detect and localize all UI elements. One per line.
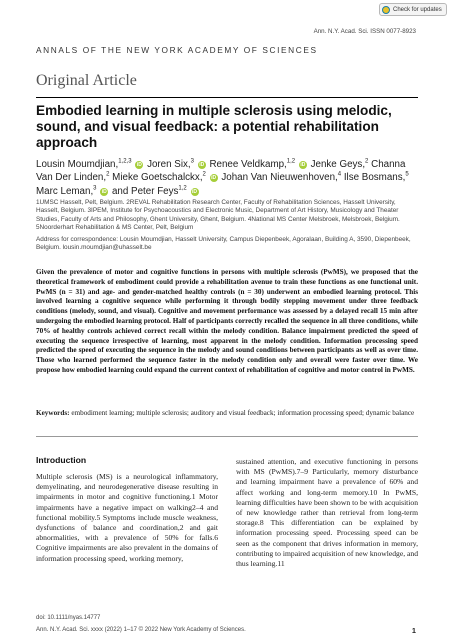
author-name-text: Channa Van Der Linden, (36, 159, 406, 184)
orcid-icon[interactable]: iD (300, 162, 306, 168)
author-affiliation-marker: 1,2 (286, 158, 296, 165)
author-name-text: Johan Van Nieuwenhoven, (221, 172, 338, 184)
header-rule (36, 97, 418, 98)
author-affiliation-marker: 3 (93, 185, 97, 192)
author-affiliation-marker: 1,2 (178, 185, 187, 192)
check-for-updates-button[interactable] (379, 3, 447, 16)
author-name-text: Ilse Bosmans, (343, 172, 406, 184)
author-affiliation-marker: 2 (365, 158, 369, 165)
author-name (112, 172, 218, 183)
keywords (36, 409, 418, 418)
author-name-text: Mieke Goetschalckx, (112, 172, 203, 184)
orcid-icon[interactable]: iD (136, 162, 142, 168)
author-name (147, 159, 207, 170)
author-name-text: Lousin Moumdjian, (36, 159, 119, 170)
crossmark-icon (382, 6, 390, 14)
affiliations: 1UMSC Hasselt, Pelt, Belgium. 2REVAL Rehabilitation Research Center, Faculty of Rehabilitation Sciences, Hasselt University, Hasselt, Belgium. 3IPEM, Institute for Psychoacoustics and Electronic Music, Department of Art History, Musicology and Theater Studies, Faculty of Arts and Philosophy, Ghent University, Ghent, Belgium. 4National MS Center Melsbroek, Melsbroek, Belgium. 5Noorderhart Rehabilitation & MS Center, Pelt, Belgium (36, 199, 400, 232)
correspondence: Address for correspondence: Lousin Moumdjian, Hasselt University, Campus Diepenbeek, Agoralaan, Building A, 3590, Diepenbeek, Belgium. lousin.moumdjian@uhasselt.be (36, 236, 411, 252)
doi[interactable]: doi: 10.1111/nyas.14777 (36, 615, 101, 621)
keywords-label: Keywords: (36, 409, 70, 417)
keywords-text: embodiment learning; multiple sclerosis; auditory and visual feedback; information processing speed; dynamic balance (71, 409, 415, 417)
section-divider (36, 436, 418, 437)
page-number: 1 (411, 626, 416, 635)
journal-citation: Ann. N.Y. Acad. Sci. ISSN 0077-8923 (313, 28, 416, 35)
article-title: Embodied learning in multiple sclerosis using melodic, sound, and visual feedback: a potential rehabilitation approach (36, 103, 392, 150)
author-affiliation-marker: 4 (337, 172, 342, 179)
check-for-updates-label: Check for updates (393, 6, 442, 13)
intro-column-right: sustained attention, and executive functioning in persons with MS (PwMS).7–9 Particularly, memory disturbance and learning impairment have a prevalence of 60% and affect working and long-term memory.10 In PwMS, learning difficulties have been shown to be with acquisition of new knowledge rather than retrieval from long-term storage.8 This differentiation can be explained by information processing speed. Processing speed can be seen as the component that drives information in memory, contributing to impaired acquisition of new knowledge, and thus learning.11 (236, 457, 418, 569)
journal-name: ANNALS OF THE NEW YORK ACADEMY OF SCIENCES (36, 45, 318, 55)
author-name (221, 172, 341, 183)
author-affiliation-marker: 2 (106, 172, 110, 179)
author-name (36, 159, 144, 170)
abstract: Given the prevalence of motor and cognitive functions in persons with multiple sclerosis (PwMS), we proposed that the theoretical framework of embodiment could provide a rehabilitation avenue to train these functions as one functional unit. PwMS (n = 31) and age- and gender-matched healthy controls (n = 30) underwent an embodied learning protocol. This involved learning a cognitive sequence while performing it through bodily stepping movement under three feedback conditions (melody, sound, and visual). Cognitive and movement performance was assessed by a delayed recall 15 min after undergoing the embodied learning protocol. Half of participants correctly recalled the sequence in all three conditions, while 70% of healthy controls achieved correct recall within the melody condition. Balance impairment predicted the speed of executing the sequence irrespective of learning, most apparent in the melody condition. Information processing speed predicted the speed of executing the sequence in the melody and sound conditions between participants as well as over time. Those who learned performed the sequence faster in the melody condition only and overall were faster over time. We propose how embodied learning could expand the current context of rehabilitation of cognitive and motor control in PwMS. (36, 268, 418, 374)
author-name-text: Joren Six, (147, 159, 191, 170)
orcid-icon[interactable]: iD (211, 175, 217, 182)
author-name-text: Jenke Geys, (310, 159, 366, 170)
author-name (311, 159, 369, 170)
author-name-text: Marc Leman, (36, 185, 94, 197)
intro-column-left: Multiple sclerosis (MS) is a neurological inflammatory, demyelinating, and neurodegenerative disease resulting in impairments in motor and cognitive functioning.1 Motor impairments have a negative impact on walking2–4 and functional mobility.5 Symptoms include muscle weakness, dysfunctions of balance and coordination,2 and gait abnormalities, with a prevalence of 50% for falls.6 Cognitive impairments are also prevalent in the domains of information processing speed, working memory, (36, 472, 218, 563)
author-affiliation-marker: 2 (202, 172, 206, 179)
article-type: Original Article (36, 72, 137, 89)
orcid-icon[interactable]: iD (199, 162, 205, 168)
orcid-icon[interactable]: iD (192, 188, 197, 195)
author-name (112, 186, 200, 197)
author-affiliation-marker: 5 (405, 172, 409, 179)
page-footer: Ann. N.Y. Acad. Sci. xxxx (2022) 1–17 © 2022 New York Academy of Sciences. (36, 627, 246, 633)
author-list (36, 158, 421, 198)
author-name (36, 186, 109, 197)
section-heading-introduction: Introduction (36, 455, 87, 465)
orcid-icon[interactable]: iD (101, 188, 107, 195)
author-affiliation-marker: 1,2,3 (118, 158, 132, 165)
author-name-text: Renee Veldkamp, (209, 159, 287, 170)
author-name (209, 159, 307, 170)
author-affiliation-marker: 3 (190, 158, 194, 165)
author-name-text: and Peter Feys (111, 185, 179, 197)
author-name (344, 172, 409, 183)
